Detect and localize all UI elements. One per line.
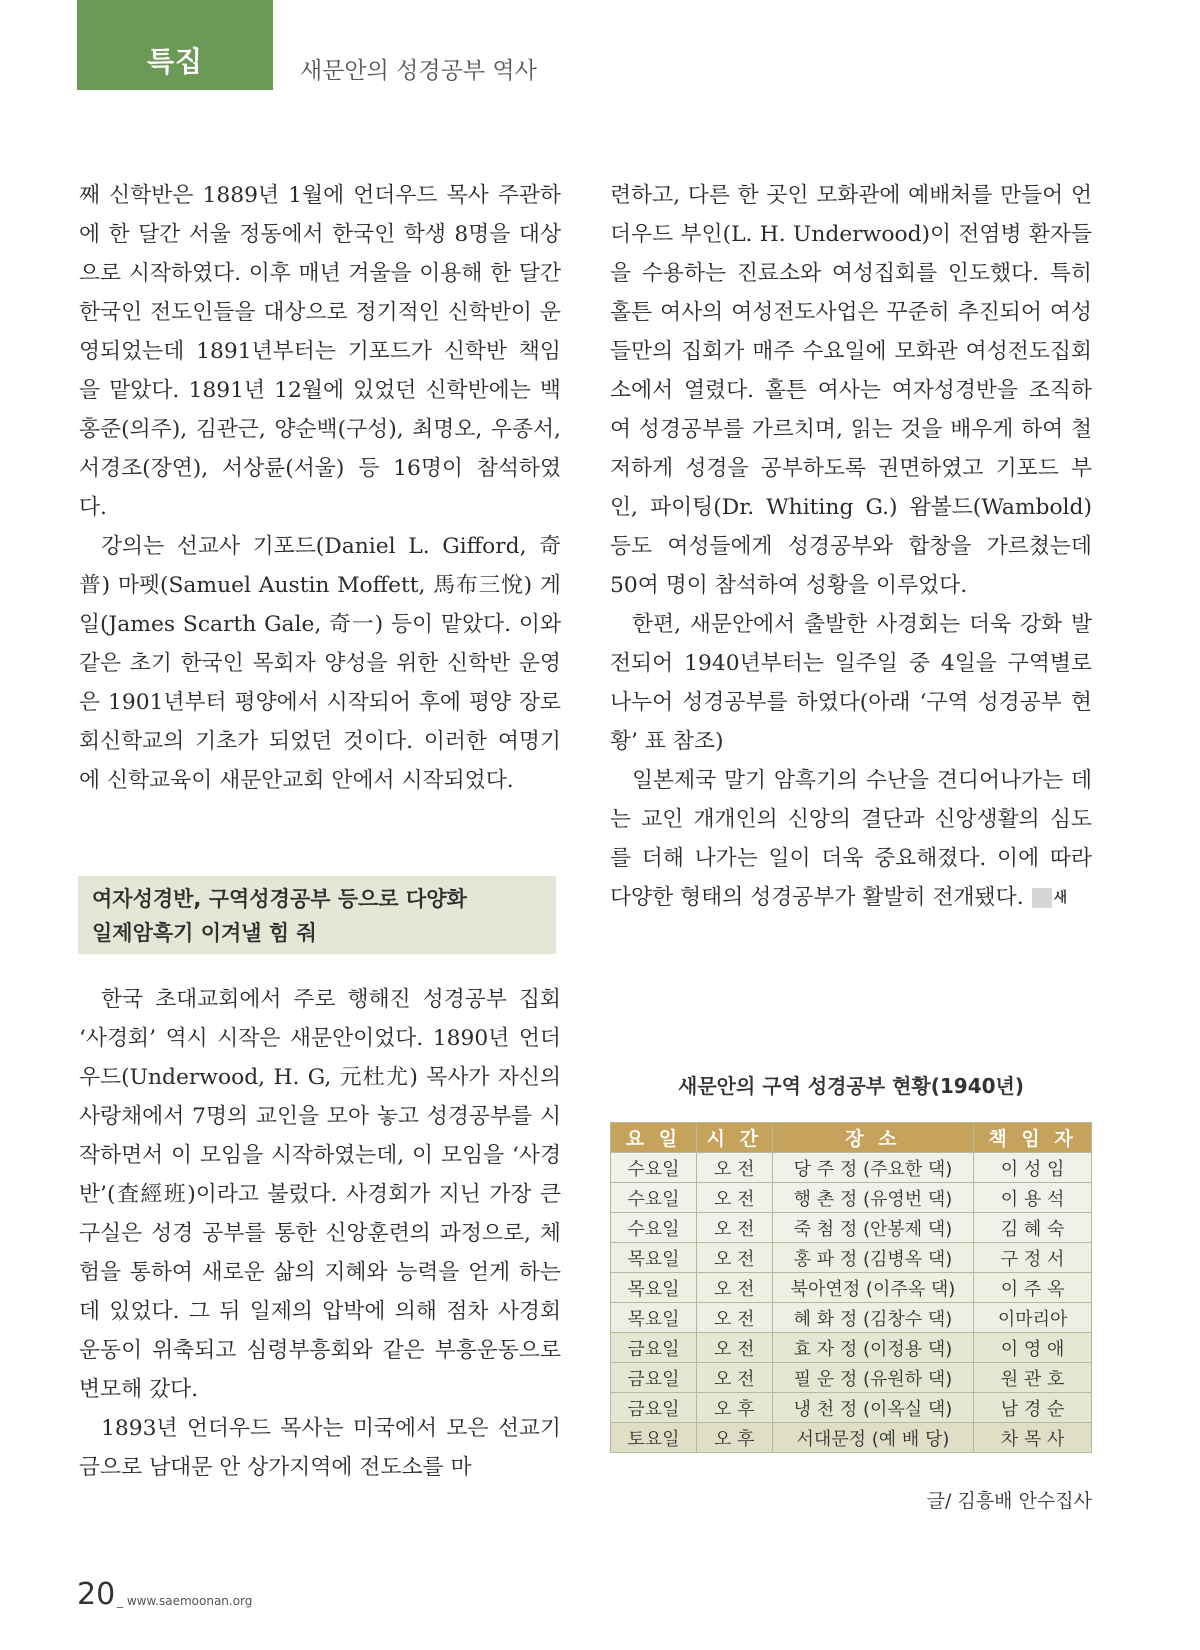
table-row — [611, 1363, 1092, 1393]
cell-leader: 이마리아 — [974, 1303, 1092, 1333]
cell-day: 금요일 — [611, 1333, 697, 1363]
left-column-top — [79, 176, 561, 800]
cell-time: 오 전 — [696, 1333, 772, 1363]
table-row — [611, 1153, 1092, 1183]
paragraph: 련하고, 다른 한 곳인 모화관에 예배처를 만들어 언더우드 부인(L. H. Underwood)이 전염병 환자들을 수용하는 진료소와 여성집회를 인도했다. 특히 홀튼 여사의 여성전도사업은 꾸준히 추진되어 여성들만의 집회가 매주 수요일에 모화관 여성전도집회소에서 열렸다. 홀튼 여사는 여자성경반을 조직하여 성경공부를 가르치며, 읽는 것을 배우게 하여 철저하게 성경을 공부하도록 권면하였고 기포드 부인, 파이팅(Dr. Whiting G.) 왐볼드(Wambold) 등도 여성들에게 성경공부와 합창을 가르쳤는데 50여 명이 참석하여 성황을 이루었다. — [610, 183, 1092, 598]
paragraph-text: 일본제국 말기 암흑기의 수난을 견디어나가는 데는 교인 개개인의 신앙의 결단과 신앙생활의 심도를 더해 나가는 일이 더욱 중요해졌다. 이에 따라 다양한 형태의 성경공부가 활발히 전개됐다. — [610, 768, 1092, 910]
cell-day: 금요일 — [611, 1363, 697, 1393]
cell-time: 오 전 — [696, 1183, 772, 1213]
paragraph — [610, 761, 1092, 917]
cell-leader: 이 주 옥 — [974, 1273, 1092, 1303]
cell-leader: 원 관 호 — [974, 1363, 1092, 1393]
cell-place: 서대문정 (예 배 당) — [772, 1423, 974, 1453]
footer-url: _ www.saemoonan.org — [117, 1594, 253, 1608]
cell-leader: 이 영 애 — [974, 1333, 1092, 1363]
cell-leader: 차 목 사 — [974, 1423, 1092, 1453]
cell-time: 오 후 — [696, 1393, 772, 1423]
cell-place: 혜 화 정 (김창수 댁) — [772, 1303, 974, 1333]
cell-place: 홍 파 정 (김병옥 댁) — [772, 1243, 974, 1273]
table-row — [611, 1183, 1092, 1213]
schedule-table — [610, 1122, 1092, 1453]
paragraph: 1893년 언더우드 목사는 미국에서 모은 선교기금으로 남대문 안 상가지역에 전도소를 마 — [79, 1416, 561, 1480]
paragraph: 강의는 선교사 기포드(Daniel L. Gifford, 奇普) 마펫(Samuel Austin Moffett, 馬布三悅) 게일(James Scarth Gale, 奇一) 등이 맡았다. 이와 같은 초기 한국인 목회자 양성을 위한 신학반 운영은 1901년부터 평양에서 시작되어 후에 평양 장로회신학교의 기초가 되었던 것이다. 이러한 여명기에 신학교육이 새문안교회 안에서 시작되었다. — [79, 534, 561, 793]
table-row — [611, 1423, 1092, 1453]
paragraph: 한편, 새문안에서 출발한 사경회는 더욱 강화 발전되어 1940년부터는 일주일 중 4일을 구역별로 나누어 성경공부를 하였다(아래 ‘구역 성경공부 현황’ 표 참조) — [610, 612, 1092, 754]
subheading-line: 일제암흑기 이겨낼 힘 줘 — [92, 921, 317, 945]
paragraph: 한국 초대교회에서 주로 행해진 성경공부 집회 ‘사경회’ 역시 시작은 새문안이었다. 1890년 언더우드(Underwood, H. G, 元杜尤) 목사가 자신의 사랑채에서 7명의 교인을 모아 놓고 성경공부를 시작하면서 이 모임을 시작하였는데, 이 모임을 ‘사경반’(査經班)이라고 불렀다. 사경회가 지닌 가장 큰 구실은 성경 공부를 통한 신앙훈련의 과정으로, 체험을 통하여 새로운 삶의 지혜와 능력을 얻게 하는 데 있었다. 그 뒤 일제의 압박에 의해 점차 사경회운동이 위축되고 심령부흥회와 같은 부흥운동으로 변모해 갔다. — [79, 987, 561, 1402]
column-header-day: 요 일 — [611, 1123, 697, 1153]
table-row — [611, 1213, 1092, 1243]
column-header-time: 시 간 — [696, 1123, 772, 1153]
cell-place: 효 자 정 (이정용 댁) — [772, 1333, 974, 1363]
end-mark-icon: 새 — [1032, 888, 1052, 908]
cell-time: 오 후 — [696, 1423, 772, 1453]
cell-leader: 김 혜 숙 — [974, 1213, 1092, 1243]
cell-time: 오 전 — [696, 1303, 772, 1333]
cell-leader: 이 용 석 — [974, 1183, 1092, 1213]
cell-place: 냉 천 정 (이옥실 댁) — [772, 1393, 974, 1423]
article-title: 새문안의 성경공부 역사 — [300, 58, 537, 84]
table-row — [611, 1243, 1092, 1273]
cell-day: 목요일 — [611, 1273, 697, 1303]
cell-time: 오 전 — [696, 1153, 772, 1183]
cell-place: 필 운 정 (유원하 댁) — [772, 1363, 974, 1393]
cell-day: 수요일 — [611, 1213, 697, 1243]
table-header-row — [611, 1123, 1092, 1153]
left-column-bottom — [79, 980, 561, 1487]
cell-leader: 이 성 임 — [974, 1153, 1092, 1183]
paragraph: 째 신학반은 1889년 1월에 언더우드 목사 주관하에 한 달간 서울 정동에서 한국인 학생 8명을 대상으로 시작하였다. 이후 매년 겨울을 이용해 한 달간 한국인 전도인들을 대상으로 정기적인 신학반이 운영되었는데 1891년부터는 기포드가 신학반 책임을 맡았다. 1891년 12월에 있었던 신학반에는 백홍준(의주), 김관근, 양순백(구성), 최명오, 우종서, 서경조(장연), 서상륜(서울) 등 16명이 참석하였다. — [79, 183, 561, 520]
table-row — [611, 1333, 1092, 1363]
column-header-place: 장 소 — [772, 1123, 974, 1153]
table-title: 새문안의 구역 성경공부 현황(1940년) — [678, 1074, 1024, 1098]
subheading-box — [78, 876, 556, 954]
cell-place: 당 주 정 (주요한 댁) — [772, 1153, 974, 1183]
cell-day: 금요일 — [611, 1393, 697, 1423]
cell-day: 수요일 — [611, 1183, 697, 1213]
right-column — [610, 176, 1092, 917]
cell-time: 오 전 — [696, 1243, 772, 1273]
cell-place: 죽 첨 정 (안봉제 댁) — [772, 1213, 974, 1243]
subheading-line: 여자성경반, 구역성경공부 등으로 다양화 — [92, 887, 467, 911]
column-header-leader: 책 임 자 — [974, 1123, 1092, 1153]
section-tag — [77, 0, 273, 90]
table-row — [611, 1273, 1092, 1303]
section-tag-label: 특집 — [146, 45, 204, 78]
cell-day: 수요일 — [611, 1153, 697, 1183]
author-byline: 글/ 김흥배 안수집사 — [926, 1490, 1092, 1512]
cell-leader: 남 경 순 — [974, 1393, 1092, 1423]
cell-time: 오 전 — [696, 1363, 772, 1393]
table-row — [611, 1393, 1092, 1423]
cell-place: 행 촌 정 (유영번 댁) — [772, 1183, 974, 1213]
cell-day: 목요일 — [611, 1243, 697, 1273]
table-row — [611, 1303, 1092, 1333]
cell-day: 목요일 — [611, 1303, 697, 1333]
cell-time: 오 전 — [696, 1213, 772, 1243]
cell-day: 토요일 — [611, 1423, 697, 1453]
cell-leader: 구 정 서 — [974, 1243, 1092, 1273]
cell-time: 오 전 — [696, 1273, 772, 1303]
page-number: 20 — [77, 1577, 116, 1612]
cell-place: 북아연정 (이주옥 댁) — [772, 1273, 974, 1303]
